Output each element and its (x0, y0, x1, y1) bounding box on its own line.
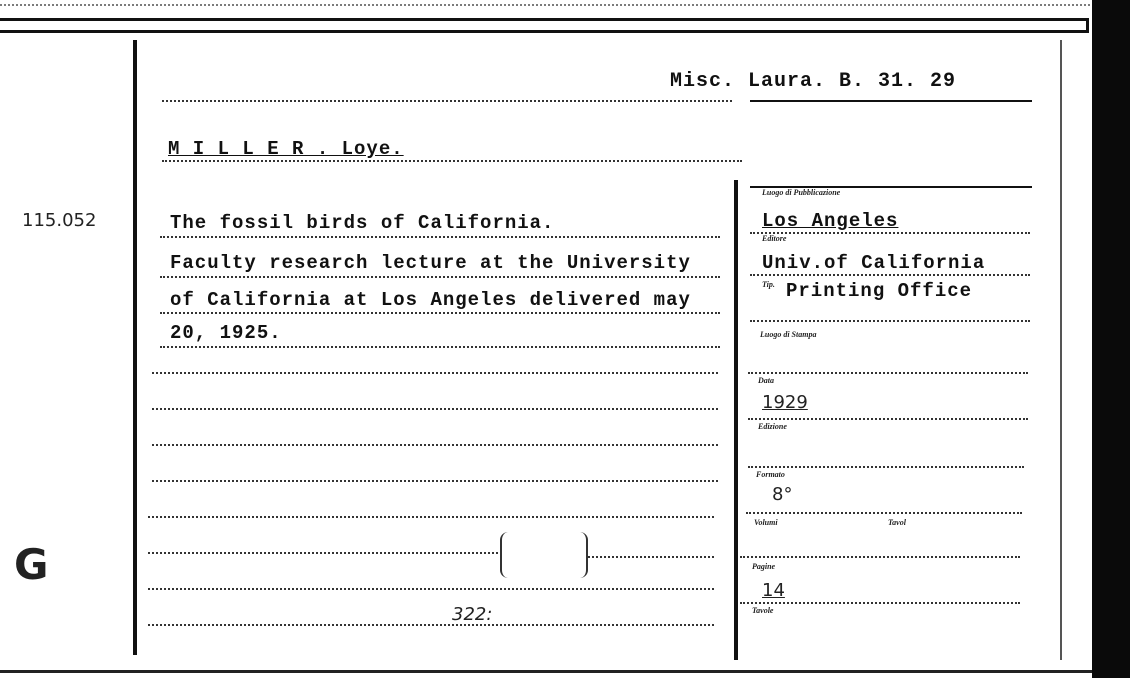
bottom-mark: 322: (452, 604, 493, 625)
right-margin-rule (1060, 40, 1062, 660)
print-place-label: Luogo di Stampa (760, 330, 817, 339)
pub-rule (750, 274, 1030, 276)
card-top-edge (0, 0, 1130, 40)
pages-label: Pagine (752, 562, 776, 571)
publisher-label: Editore (762, 234, 787, 243)
body-line (160, 236, 720, 238)
punch-hole (500, 532, 588, 578)
author-name: M I L L E R . Loye. (168, 138, 404, 160)
edition-label: Edizione (758, 422, 787, 431)
body-line (148, 516, 714, 518)
scan-margin (1092, 0, 1130, 678)
header-dotted-line (162, 100, 732, 102)
date-label: Data (758, 376, 774, 385)
place-label: Luogo di Pubblicazione (762, 188, 841, 197)
classification-underline (750, 100, 1032, 102)
tables-label: Tavole (752, 606, 774, 615)
shelf-number: 115.052 (22, 210, 97, 231)
place-value: Los Angeles (762, 210, 899, 232)
body-line (152, 480, 718, 482)
pub-rule (740, 602, 1020, 604)
body-line (148, 624, 714, 626)
body-line (588, 556, 714, 558)
pub-rule (746, 512, 1022, 514)
format-value: 8° (772, 484, 793, 505)
pub-rule (740, 556, 1020, 558)
title-line: The fossil birds of California. (170, 212, 555, 234)
card-bottom-edge (0, 670, 1092, 673)
body-line (160, 312, 720, 314)
left-margin-rule (133, 40, 137, 655)
body-line (160, 276, 720, 278)
top-rule-cap (1080, 18, 1089, 33)
body-line (148, 588, 714, 590)
pub-rule (748, 418, 1028, 420)
printer-value: Printing Office (786, 280, 973, 302)
pub-rule (748, 466, 1024, 468)
body-line (152, 408, 718, 410)
top-rule-lower (0, 30, 1088, 33)
title-line: 20, 1925. (170, 322, 282, 344)
top-rule (0, 18, 1088, 21)
pub-rule (750, 320, 1030, 322)
letter-mark: G (14, 540, 49, 589)
plates-label: Tavol (888, 518, 906, 527)
title-line: of California at Los Angeles delivered may (170, 289, 691, 311)
classification-mark: Misc. Laura. B. 31. 29 (670, 70, 957, 93)
pub-rule (750, 232, 1030, 234)
volumes-label: Volumi (754, 518, 778, 527)
format-label: Formato (756, 470, 785, 479)
body-line (152, 372, 718, 374)
body-line (148, 552, 498, 554)
printer-label: Tip. (762, 280, 775, 289)
pub-rule (748, 372, 1028, 374)
body-line (152, 444, 718, 446)
title-line: Faculty research lecture at the University (170, 252, 691, 274)
top-smudge (0, 4, 1090, 10)
date-value: 1929 (762, 392, 808, 413)
author-line (162, 160, 742, 162)
publication-column-rule (734, 180, 738, 660)
body-line (160, 346, 720, 348)
pages-value: 14 (762, 580, 785, 601)
publisher-value: Univ.of California (762, 252, 986, 274)
